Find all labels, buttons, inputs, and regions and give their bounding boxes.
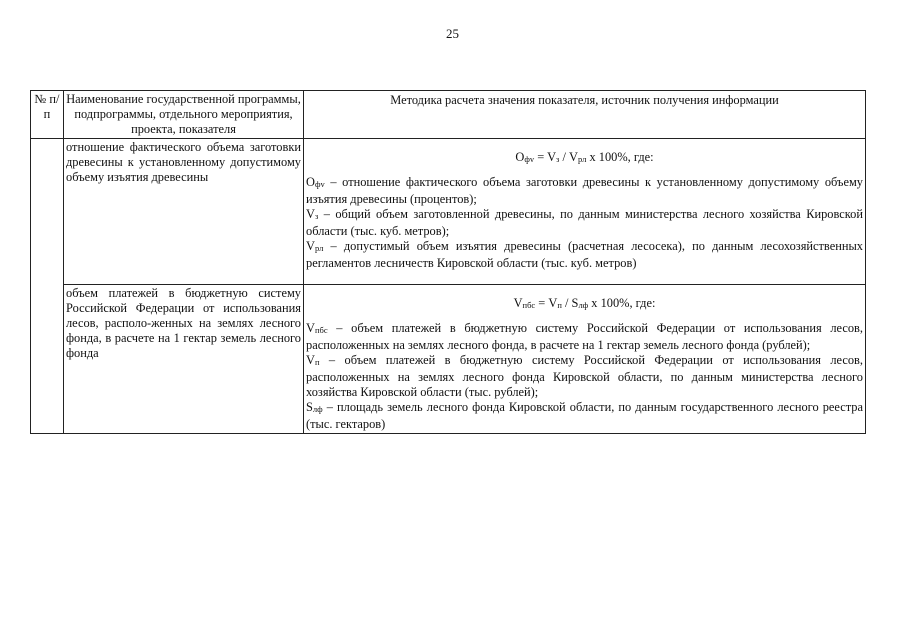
indicator-table [30,90,866,434]
header-number: № п/п [31,91,64,139]
table-header-row [31,91,866,139]
header-method: Методика расчета значения показателя, источник получения информации [304,91,866,139]
formula: Vпбс = Vп / Sлф x 100%, где: [513,296,656,310]
table-row [31,139,866,285]
definition: Vз – общий объем заготовленной древесины, по данным министерства лесного хозяйства Кировской области (тыс. куб. метров); [306,207,863,238]
header-name: Наименование государственной программы, подпрограммы, отдельного мероприятия, проекта, показателя [64,91,304,139]
method-cell [304,139,866,285]
formula: Офv = Vз / Vрл x 100%, где: [515,150,654,164]
definitions [306,321,863,432]
definitions [306,175,863,271]
definition: Офv – отношение фактического объема заготовки древесины к установленному допустимому объему изъятия древесины (процентов); [306,175,863,206]
page-number: 25 [446,26,459,41]
indicator-name: объем платежей в бюджетную систему Российской Федерации от использования лесов, располо-женных на землях лесного фонда, в расчете на 1 гектар земель лесного фонда [64,285,304,434]
indicator-name: отношение фактического объема заготовки древесины к установленному допустимому объему изъятия древесины [64,139,304,285]
definition: Vп – объем платежей в бюджетную систему Российской Федерации от использования лесов, расположенных на землях лесного фонда Кировской области, по данным министерства лесного хозяйства Кировской области (тыс. рублей); [306,353,863,399]
method-cell [304,285,866,434]
definition: Vрл – допустимый объем изъятия древесины (расчетная лесосека), по данным лесохозяйственных регламентов лесничеств Кировской области (тыс. куб. метров) [306,239,863,270]
definition: Sлф – площадь земель лесного фонда Кировской области, по данным государственного лесного реестра (тыс. гектаров) [306,400,863,431]
row-number-cell [31,139,64,434]
table-row [31,285,866,434]
definition: Vпбс – объем платежей в бюджетную систему Российской Федерации от использования лесов, расположенных на землях лесного фонда, в расчете на 1 гектар земель лесного фонда (рублей); [306,321,863,352]
